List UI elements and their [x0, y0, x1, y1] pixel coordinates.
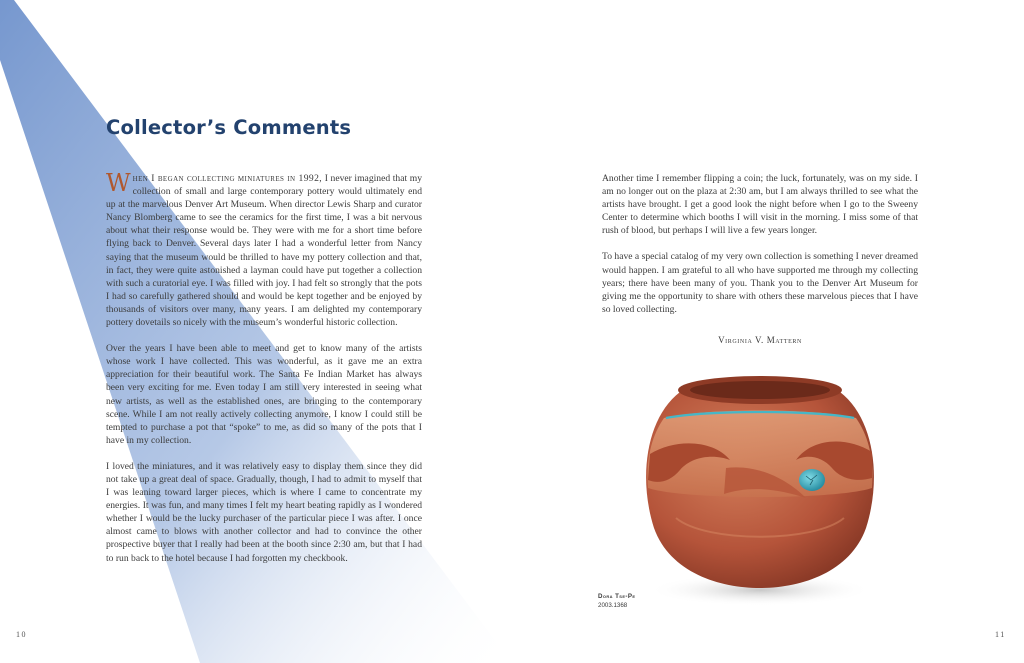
caption-accession-number: 2003.1368	[598, 602, 628, 609]
paragraph-1-text: I never imagined that my collection of small and large contemporary pottery would ultimately end up at the marvelous Denver Art Museum. When director Lewis Sharp and curator Nancy Blomberg came to see the ceramics for the first time, I was a bit nervous about what their response would be. They were with me for a short time before flying back to Denver. Several days later I had a wonderful letter from Nancy saying that the museum would be thrilled to have my pottery collection and that, in fact, they were quite astonished a layman could have put together a collection with such a curatorial eye. I was filled with joy. I had felt so strongly that the pots I had so carefully gathered should and would be kept together and be enjoyed by thousands of visitors over many, many years. I am delighted my contemporary pottery dovetails so nicely with the museum’s wonderful historic collection.	[106, 173, 422, 329]
right-text-column	[602, 172, 918, 329]
paragraph-3: I loved the miniatures, and it was relatively easy to display them since they did not take up a great deal of space. Gradually, though, I had to admit to myself that I was leaning toward larger pieces, which is where I came to concentrate my energies. It was fun, and many times I felt my heart beating rapidly as I wondered whether I would be the lucky purchaser of the particular piece I was after. I once almost came to blows with another collector and had to convince the other prospective buyer that I really had been at the booth since 2:30 am, but that I had to run back to the hotel because I had forgotten my checkbook.	[106, 460, 422, 564]
paragraph-1	[106, 169, 422, 329]
page-number-right: 11	[995, 630, 1006, 639]
redware-pot-image	[636, 368, 884, 608]
paragraph-4: Another time I remember flipping a coin; the luck, fortunately, was on my side. I am no longer out on the plaza at 2:30 am, but I am always thrilled to see what the artists have brought. I get a good look the night before when I go to the Sweeny Center to determine which booths I will visit in the morning. I miss some of that rush of blood, but perhaps I will live a few years longer.	[602, 173, 918, 237]
lead-in-small-caps: hen I began collecting miniatures in 1992,	[132, 173, 323, 184]
page-title: Collector’s Comments	[106, 116, 352, 139]
caption-artist: Dora Tse-Pe	[598, 593, 636, 600]
paragraph-5: To have a special catalog of my very own collection is something I never dreamed would happen. I am grateful to all who have supported me through my collecting years; there have been many of you. Thank you to the Denver Art Museum for giving me the opportunity to share with others these marvelous pieces that I have so loved collecting.	[602, 251, 918, 315]
author-signature: Virginia V. Mattern	[718, 335, 802, 345]
paragraph-2: Over the years I have been able to meet and get to know many of the artists whose work I have collected. This was wonderful, as it gave me an extra appreciation for their beautiful work. The Santa Fe Indian Market has always been very exciting for me. Even today I am still very interested in seeing what new artists, as well as the established ones, are bringing to the contemporary scene. While I am not really actively collecting anymore, I know I could still be tempted to purchase a pot that “spoke” to me, as did so many of the pots that I have in my collection.	[106, 343, 422, 446]
turquoise-stone-icon	[799, 469, 825, 491]
left-text-column	[106, 169, 422, 578]
image-caption	[598, 592, 635, 610]
right-page	[512, 0, 1024, 663]
page-number-left: 10	[16, 630, 27, 639]
drop-cap: W	[106, 169, 131, 197]
